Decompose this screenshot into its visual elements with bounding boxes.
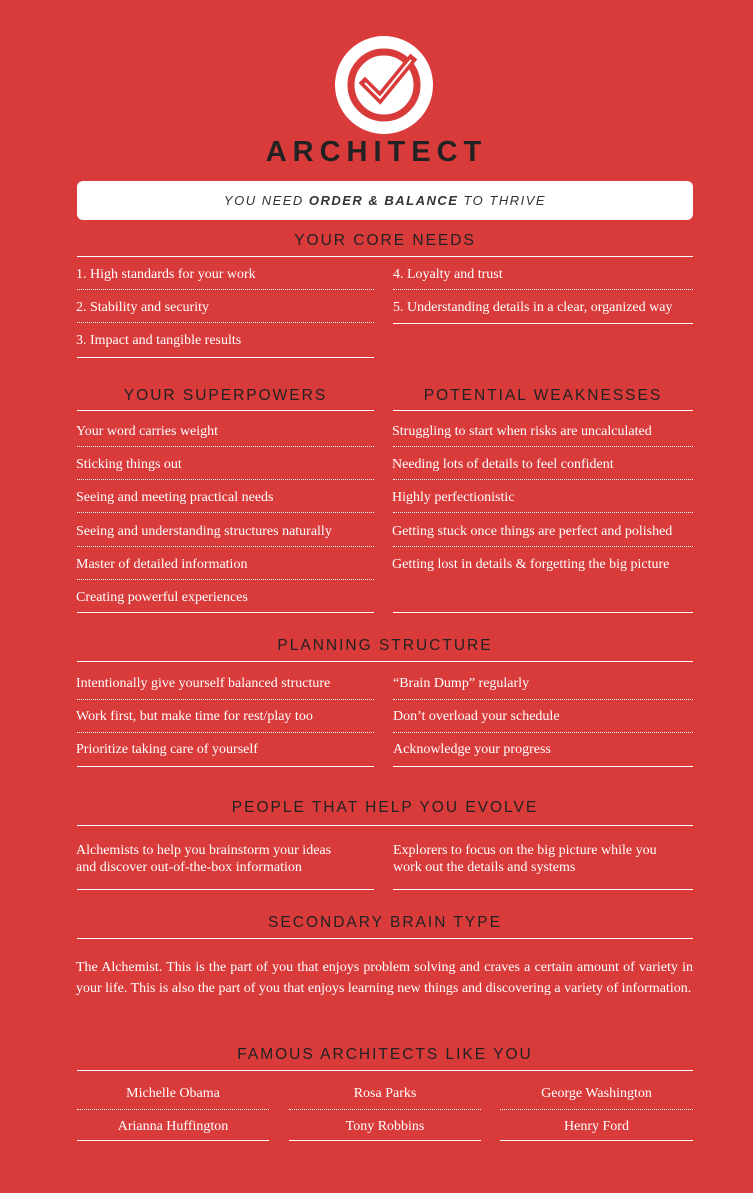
superpower-item: Your word carries weight — [76, 424, 219, 439]
banner-post: TO THRIVE — [463, 193, 547, 208]
superpowers-heading: YOUR SUPERPOWERS — [123, 387, 328, 404]
superpower-item: Seeing and meeting practical needs — [76, 490, 274, 505]
secondary-paragraph: The Alchemist. This is the part of you that enjoys problem solving and craves a certain amount of variety in your life. This is also the part of you that enjoys learning new things and discovering a variety of information. — [76, 960, 693, 996]
famous-name: Rosa Parks — [353, 1086, 417, 1101]
planning-item: Prioritize taking care of yourself — [76, 742, 258, 757]
core-need-item: 5. Understanding details in a clear, organized way — [393, 300, 673, 315]
dotted-divider — [393, 512, 693, 513]
people-text-line: Alchemists to help you brainstorm your ideas — [76, 843, 332, 858]
thrive-banner — [77, 181, 693, 220]
checkmark-logo-icon — [335, 36, 433, 134]
dotted-divider — [393, 289, 693, 290]
divider — [77, 612, 374, 613]
divider — [289, 1140, 481, 1141]
weakness-item: Struggling to start when risks are uncalculated — [392, 424, 652, 439]
banner-bold: ORDER & BALANCE — [308, 193, 459, 208]
dotted-divider — [77, 1109, 269, 1110]
planning-item: Intentionally give yourself balanced structure — [76, 676, 331, 691]
dotted-divider — [393, 479, 693, 480]
dotted-divider — [77, 446, 374, 447]
weakness-item: Getting stuck once things are perfect and polished — [392, 524, 673, 539]
divider — [77, 766, 374, 767]
banner-pre: YOU NEED — [223, 193, 304, 208]
superpower-item: Creating powerful experiences — [76, 590, 248, 605]
people-heading: PEOPLE THAT HELP YOU EVOLVE — [231, 799, 539, 816]
dotted-divider — [77, 289, 374, 290]
divider — [77, 661, 693, 662]
dotted-divider — [77, 479, 374, 480]
dotted-divider — [77, 699, 374, 700]
divider — [393, 889, 693, 890]
core-needs-heading: YOUR CORE NEEDS — [294, 232, 476, 249]
people-text-line: Explorers to focus on the big picture while you — [393, 843, 657, 858]
superpower-item: Seeing and understanding structures naturally — [76, 524, 332, 539]
dotted-divider — [77, 546, 374, 547]
planning-item: Acknowledge your progress — [393, 742, 551, 757]
divider — [500, 1140, 693, 1141]
dotted-divider — [77, 322, 374, 323]
dotted-divider — [77, 579, 374, 580]
weakness-item: Getting lost in details & forgetting the big picture — [392, 557, 670, 572]
divider — [77, 825, 693, 826]
dotted-divider — [393, 446, 693, 447]
superpower-item: Master of detailed information — [76, 557, 248, 572]
superpower-item: Sticking things out — [76, 457, 182, 472]
famous-name: Tony Robbins — [345, 1119, 425, 1134]
people-text-line: and discover out-of-the-box information — [76, 860, 302, 875]
divider — [77, 256, 693, 257]
core-need-item: 1. High standards for your work — [76, 267, 256, 282]
divider — [77, 889, 374, 890]
divider — [77, 357, 374, 358]
core-need-item: 4. Loyalty and trust — [393, 267, 503, 282]
core-need-item: 3. Impact and tangible results — [76, 333, 242, 348]
divider — [77, 410, 374, 411]
divider — [393, 323, 693, 324]
divider — [77, 938, 693, 939]
divider — [77, 1140, 269, 1141]
people-text-line: work out the details and systems — [393, 860, 576, 875]
dotted-divider — [77, 512, 374, 513]
planning-item: “Brain Dump” regularly — [393, 676, 530, 691]
famous-name: Michelle Obama — [126, 1086, 220, 1101]
dotted-divider — [77, 732, 374, 733]
weaknesses-heading: POTENTIAL WEAKNESSES — [423, 387, 663, 404]
divider — [393, 410, 693, 411]
dotted-divider — [289, 1109, 481, 1110]
dotted-divider — [393, 546, 693, 547]
famous-heading: FAMOUS ARCHITECTS LIKE YOU — [237, 1046, 533, 1063]
core-need-item: 2. Stability and security — [76, 300, 209, 315]
planning-item: Work first, but make time for rest/play too — [76, 709, 313, 724]
divider — [393, 612, 693, 613]
planning-item: Don’t overload your schedule — [393, 709, 560, 724]
famous-name: George Washington — [541, 1086, 652, 1101]
dotted-divider — [393, 699, 693, 700]
planning-heading: PLANNING STRUCTURE — [277, 637, 493, 654]
weakness-item: Highly perfectionistic — [392, 490, 515, 505]
divider — [77, 1070, 693, 1071]
page-title: ARCHITECT — [265, 136, 488, 168]
weakness-item: Needing lots of details to feel confident — [392, 457, 614, 472]
famous-name: Arianna Huffington — [117, 1119, 229, 1134]
divider — [393, 766, 693, 767]
dotted-divider — [500, 1109, 693, 1110]
dotted-divider — [393, 732, 693, 733]
secondary-heading: SECONDARY BRAIN TYPE — [268, 914, 502, 931]
famous-name: Henry Ford — [564, 1119, 629, 1134]
